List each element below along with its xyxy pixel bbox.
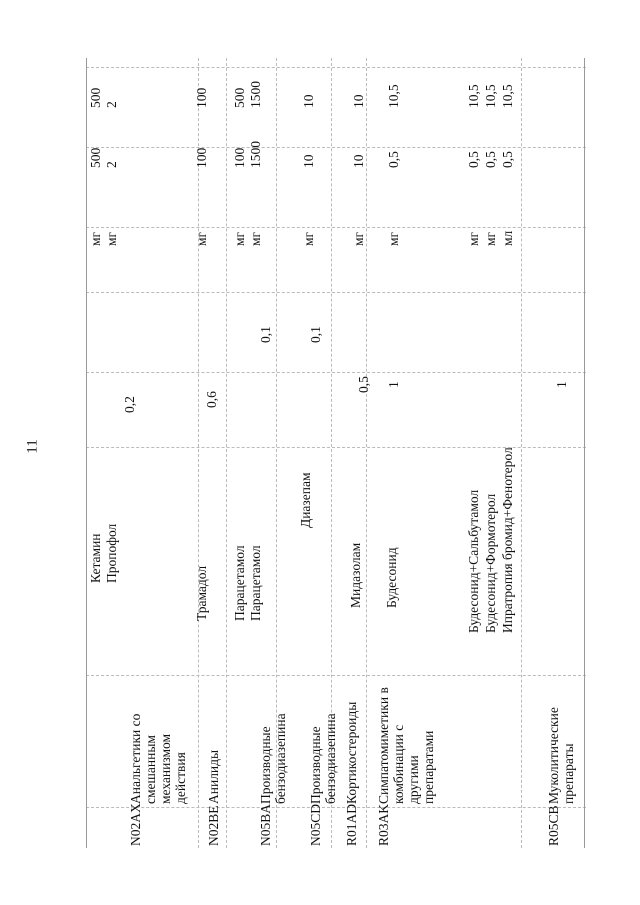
- dose: 500: [232, 87, 247, 108]
- dose: 100: [232, 147, 247, 168]
- unit: мг: [232, 231, 247, 246]
- atc-code: N02BE: [206, 805, 221, 846]
- dose: 0,5: [466, 151, 481, 168]
- drug-name: Диазепам: [298, 472, 313, 528]
- frequency: 0,5: [356, 376, 371, 393]
- rotated-table-frame: [86, 58, 586, 848]
- unit: мг: [386, 231, 401, 246]
- dose: 10: [351, 94, 366, 108]
- group-name: Производные бензодиазепина: [258, 713, 288, 804]
- dose: 1500: [248, 141, 263, 168]
- unit: мг: [194, 231, 209, 246]
- unit: мг: [301, 231, 316, 246]
- dose: 100: [194, 147, 209, 168]
- column-divider: [86, 147, 586, 148]
- column-divider: [86, 675, 586, 676]
- drug-name: Пропофол: [104, 523, 119, 583]
- dose: 2: [104, 101, 119, 108]
- row-divider: [521, 58, 522, 848]
- group-name: Муколитические препараты: [546, 707, 576, 804]
- dose: 0,5: [500, 151, 515, 168]
- group-name: Анилиды: [206, 749, 221, 804]
- row-divider: [584, 58, 585, 848]
- unit: мг: [248, 231, 263, 246]
- drug-name: Мидазолам: [348, 542, 363, 608]
- dose: 500: [88, 147, 103, 168]
- drug-name: Будесонид+Сальбутамол: [466, 489, 481, 633]
- dose: 10: [301, 94, 316, 108]
- drug-name: Будесонид: [384, 547, 399, 608]
- unit: мг: [351, 231, 366, 246]
- drug-name: Парацетамол: [248, 545, 263, 621]
- drug-name: Будесонид+Формотерол: [483, 493, 498, 633]
- unit: мг: [88, 231, 103, 246]
- column-divider: [86, 292, 586, 293]
- drug-name: Парацетамол: [232, 545, 247, 621]
- dose: 1500: [248, 81, 263, 108]
- frequency: 0,2: [122, 396, 137, 413]
- unit: мг: [483, 231, 498, 246]
- column-divider: [86, 67, 586, 68]
- unit: мл: [500, 230, 515, 246]
- column-divider: [86, 807, 586, 808]
- group-name: Производные бензодиазепина: [308, 713, 338, 804]
- atc-code: R03AK: [376, 803, 391, 846]
- dose: 0,5: [386, 151, 401, 168]
- row-divider: [366, 58, 367, 848]
- group-name: Симпатомиметики в комбинации с другими препаратами: [376, 687, 436, 804]
- drug-name: Ипратропия бромид+Фенотерол: [500, 447, 515, 633]
- frequency: 1: [386, 381, 401, 388]
- dose: 10,5: [386, 84, 401, 108]
- atc-code: N05CD: [308, 803, 323, 846]
- column-divider: [86, 372, 586, 373]
- column-divider: [86, 227, 586, 228]
- drug-name: Кетамин: [88, 533, 103, 583]
- dose: 2: [104, 161, 119, 168]
- frequency: 0,1: [258, 326, 273, 343]
- drug-name: Трамадол: [194, 565, 209, 621]
- atc-code: R05CB: [546, 805, 561, 846]
- unit: мг: [104, 231, 119, 246]
- row-divider: [86, 58, 87, 848]
- unit: мг: [466, 231, 481, 246]
- dose: 10,5: [466, 84, 481, 108]
- row-divider: [226, 58, 227, 848]
- row-divider: [198, 58, 199, 848]
- dose: 100: [194, 87, 209, 108]
- dose: 0,5: [483, 151, 498, 168]
- landscape-table: [86, 58, 586, 848]
- atc-code: N02AX: [128, 803, 143, 846]
- dose: 10: [301, 154, 316, 168]
- dose: 500: [88, 87, 103, 108]
- atc-code: N05BA: [258, 803, 273, 846]
- dose: 10: [351, 154, 366, 168]
- frequency: 0,6: [204, 391, 219, 408]
- group-name: Анальгетики со смешанным механизмом действия: [128, 713, 188, 804]
- dose: 10,5: [500, 84, 515, 108]
- group-name: Кортикостероиды: [344, 701, 359, 804]
- dose: 10,5: [483, 84, 498, 108]
- page-number: 11: [24, 439, 41, 454]
- frequency: 1: [554, 381, 569, 388]
- atc-code: R01AD: [344, 803, 359, 846]
- frequency: 0,1: [308, 326, 323, 343]
